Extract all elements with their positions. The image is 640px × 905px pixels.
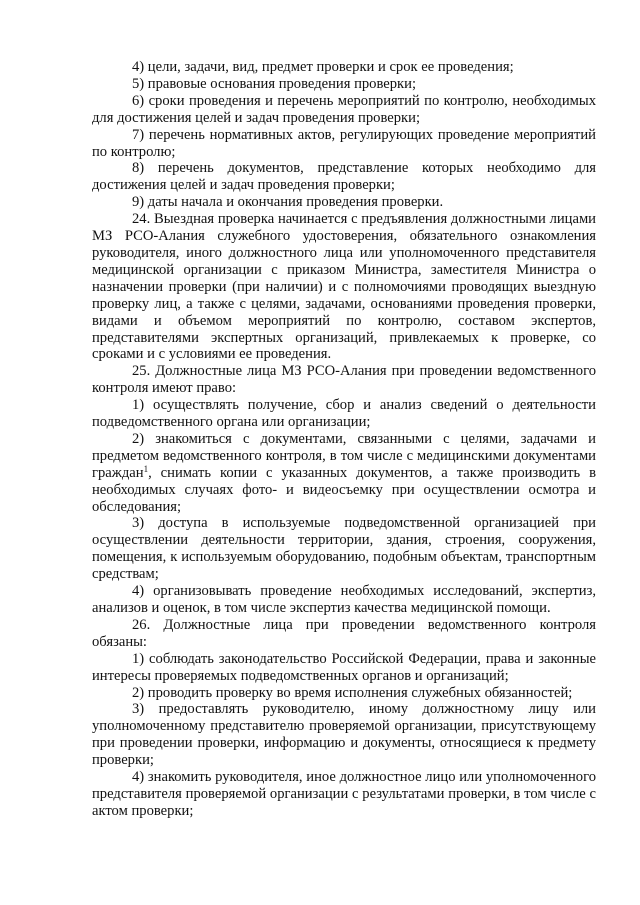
duty-item-3: 3) предоставлять руководителю, иному должностному лицу или уполномоченному представителю проверяемой организации, присутствующему при проведении проверки, информацию и документы, относящиеся к предмету проверки; [92,701,596,769]
right-item-2-text-cont: , снимать копии с указанных документов, а также производить в необходимых случаях фото- и видеосъемку при осуществлении осмотра и обследования; [92,464,596,515]
list-item-terms: 6) сроки проведения и перечень мероприятий по контролю, необходимых для достижения целей и задач проведения проверки; [92,92,596,126]
right-item-2-text: 2) знакомиться с документами, связанными с целями, задачами и предметом ведомственного контроля, в том числе с медицинскими документами граждан [92,430,596,481]
paragraph-26: 26. Должностные лица при проведении ведомственного контроля обязаны: [92,616,596,650]
paragraph-24: 24. Выездная проверка начинается с предъявления должностными лицами МЗ РСО-Алания служебного удостоверения, обязательного ознакомления руководителя, иного должностного лица или уполномоченного представителя медицинской организации с приказом Министра, заместителя Министра о назначении проверки (при наличии) и с полномочиями проводящих выездную проверку лиц, а также с целями, задачами, основаниями проведения проверки, видами и объемом мероприятий по контролю, составом экспертов, представителями экспертных организаций, привлекаемых к проверке, со сроками и с условиями ее проведения. [92,211,596,363]
list-item-documents: 8) перечень документов, представление которых необходимо для достижения целей и задач проведения проверки; [92,160,596,194]
document-body [92,59,596,820]
right-item-4: 4) организовывать проведение необходимых исследований, экспертиз, анализов и оценок, в том числе экспертиз качества медицинской помощи. [92,583,596,616]
list-item-dates: 9) даты начала и окончания проведения проверки. [132,194,444,211]
right-item-1: 1) осуществлять получение, сбор и анализ сведений о деятельности подведомственного органа или организации; [92,397,596,431]
paragraph-25: 25. Должностные лица МЗ РСО-Алания при проведении ведомственного контроля имеют право: [92,363,596,397]
duty-item-1: 1) соблюдать законодательство Российской Федерации, права и законные интересы проверяемых подведомственных органов и организаций; [92,650,596,684]
right-item-2 [92,431,596,516]
list-item-normative-acts: 7) перечень нормативных актов, регулирующих проведение мероприятий по контролю; [92,126,596,160]
list-item-goals: 4) цели, задачи, вид, предмет проверки и срок ее проведения; [132,59,514,75]
right-item-3: 3) доступа в используемые подведомственной организацией при осуществлении деятельности территории, здания, строения, сооружения, помещения, к используемым оборудованию, подобным объектам, транспортным средствам; [92,515,596,583]
footnote-marker: 1 [143,463,149,474]
duty-item-2: 2) проводить проверку во время исполнения служебных обязанностей; [132,684,573,701]
list-item-legal-grounds: 5) правовые основания проведения проверки; [132,75,417,92]
duty-item-4: 4) знакомить руководителя, иное должностное лицо или уполномоченного представителя проверяемой организации с результатами проверки, в том числе с актом проверки; [92,769,596,819]
